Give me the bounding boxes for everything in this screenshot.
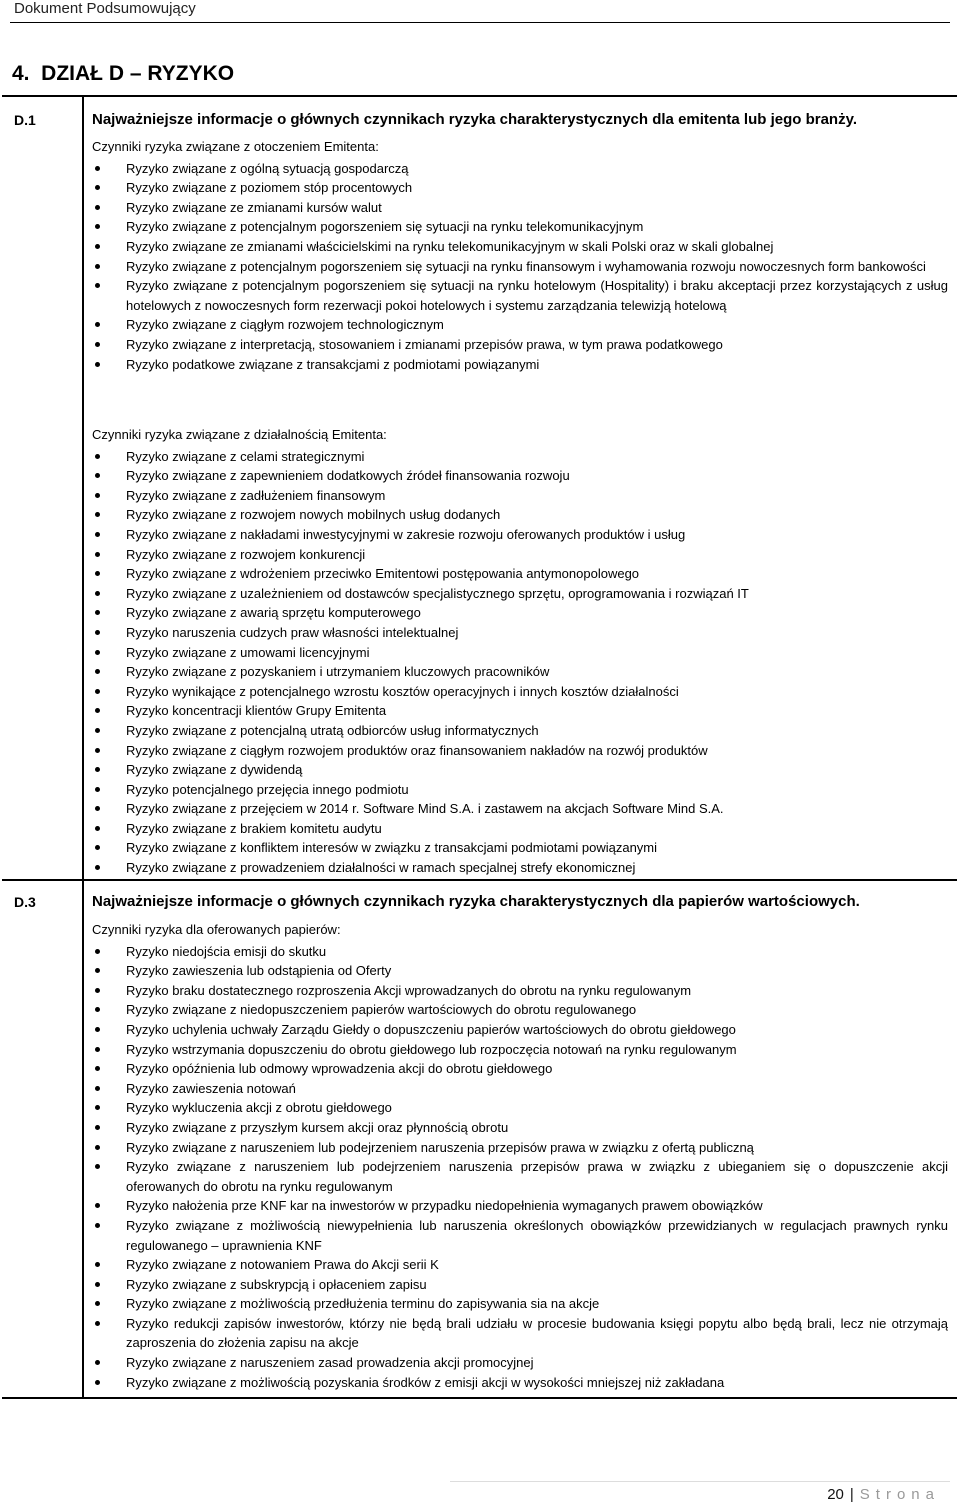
bullet-icon: [95, 865, 100, 870]
risk-item: [92, 819, 948, 839]
risk-group-securities: [92, 920, 948, 1392]
risk-item-text: Ryzyko niedojścia emisji do skutku: [126, 943, 327, 959]
risk-list: [92, 159, 948, 375]
risk-item: [92, 276, 948, 315]
risk-item: [92, 1275, 948, 1295]
risk-list: [92, 447, 948, 878]
risk-item-text: Ryzyko braku dostatecznego rozproszenia Akcji wprowadzanych do obrotu na rynku regulowanym: [126, 982, 692, 998]
risk-item: [92, 942, 948, 962]
bullet-icon: [95, 845, 100, 850]
bullet-icon: [95, 1047, 100, 1052]
risk-group-operations: [92, 425, 948, 878]
risk-item-text: Ryzyko związane z poziomem stóp procentowych: [126, 180, 413, 196]
risk-item: [92, 981, 948, 1001]
bullet-icon: [95, 1145, 100, 1150]
risk-item: [92, 198, 948, 218]
risk-item: [92, 603, 948, 623]
bullet-icon: [95, 224, 100, 229]
risk-item: [92, 682, 948, 702]
risk-item: [92, 447, 948, 467]
risk-item-text: Ryzyko potencjalnego przejęcia innego podmiotu: [126, 781, 409, 797]
chapter-title: 4. DZIAŁ D – RYZYKO: [12, 62, 235, 85]
risk-item-text: Ryzyko związane z możliwością przedłużenia terminu do zapisywania sia na akcje: [126, 1296, 600, 1312]
section-bottom-rule: [2, 1397, 957, 1399]
risk-item: [92, 1353, 948, 1373]
risk-item: [92, 760, 948, 780]
risk-item: [92, 858, 948, 878]
bullet-icon: [95, 949, 100, 954]
risk-item-text: Ryzyko wynikające z potencjalnego wzrostu kosztów operacyjnych i innych kosztów działalności: [126, 683, 679, 699]
risk-list: [92, 942, 948, 1393]
risk-item-text: Ryzyko związane z naruszeniem lub podejrzeniem naruszenia przepisów prawa w związku z ubieganiem się o dopuszczenie akcji oferowanych do obrotu na rynku regulowanym: [126, 1159, 948, 1194]
risk-item: [92, 623, 948, 643]
risk-item-text: Ryzyko związane z potencjalną utratą odbiorców usług informatycznych: [126, 722, 539, 738]
risk-item-text: Ryzyko związane z przejęciem w 2014 r. Software Mind S.A. i zastawem na akcjach Software Mind S.A.: [126, 801, 724, 817]
risk-item: [92, 217, 948, 237]
risk-item: [92, 838, 948, 858]
risk-item: [92, 1294, 948, 1314]
risk-item: [92, 335, 948, 355]
risk-item-text: Ryzyko związane z konfliktem interesów w związku z transakcjami podmiotami powiązanymi: [126, 840, 658, 856]
risk-item: [92, 1098, 948, 1118]
section-d1-heading: Najważniejsze informacje o głównych czynnikach ryzyka charakterystycznych dla emitenta lub jego branży.: [92, 111, 857, 128]
bullet-icon: [95, 728, 100, 733]
bullet-icon: [95, 342, 100, 347]
risk-item-text: Ryzyko zawieszenia lub odstąpienia od Oferty: [126, 963, 392, 979]
risk-item: [92, 525, 948, 545]
risk-item-text: Ryzyko uchylenia uchwały Zarządu Giełdy o dopuszczeniu papierów wartościowych do obrotu giełdowego: [126, 1021, 736, 1037]
risk-group-title: Czynniki ryzyka związane z otoczeniem Emitenta:: [92, 139, 379, 154]
risk-item-text: Ryzyko związane z celami strategicznymi: [126, 448, 365, 464]
risk-item: [92, 564, 948, 584]
risk-item: [92, 1314, 948, 1353]
bullet-icon: [95, 283, 100, 288]
bullet-icon: [95, 787, 100, 792]
bullet-icon: [95, 650, 100, 655]
bullet-icon: [95, 244, 100, 249]
risk-item-text: Ryzyko związane z rozwojem konkurencji: [126, 546, 366, 562]
bullet-icon: [95, 185, 100, 190]
bullet-icon: [95, 630, 100, 635]
bullet-icon: [95, 571, 100, 576]
section-divider: [2, 879, 957, 881]
risk-item-text: Ryzyko związane z nakładami inwestycyjnymi w zakresie rozwoju oferowanych produktów i usług: [126, 526, 686, 542]
risk-item: [92, 486, 948, 506]
bullet-icon: [95, 1321, 100, 1326]
risk-item: [92, 1216, 948, 1255]
bullet-icon: [95, 493, 100, 498]
risk-item-text: Ryzyko koncentracji klientów Grupy Emitenta: [126, 703, 387, 719]
risk-item-text: Ryzyko związane z możliwością niewypełnienia lub naruszenia określonych obowiązków przewidzianych w regulacjach prawnych rynku regulowanego – uprawnienia KNF: [126, 1217, 948, 1253]
risk-item: [92, 1079, 948, 1099]
risk-item-text: Ryzyko zawieszenia notowań: [126, 1080, 296, 1096]
bullet-icon: [95, 362, 100, 367]
risk-item: [92, 1020, 948, 1040]
risk-item-text: Ryzyko związane z prowadzeniem działalności w ramach specjalnej strefy ekonomicznej: [126, 860, 636, 876]
bullet-icon: [95, 806, 100, 811]
footer-rule: [450, 1481, 950, 1482]
bullet-icon: [95, 1282, 100, 1287]
risk-item: [92, 159, 948, 179]
bullet-icon: [95, 205, 100, 210]
risk-group-title: Czynniki ryzyka dla oferowanych papierów:: [92, 922, 341, 937]
risk-item-text: Ryzyko związane z interpretacją, stosowaniem i zmianami przepisów prawa, w tym prawa podatkowego: [126, 336, 723, 352]
risk-item: [92, 1157, 948, 1196]
bullet-icon: [95, 1360, 100, 1365]
risk-item-text: Ryzyko związane z potencjalnym pogorszeniem się sytuacji na rynku hotelowym (Hospitality) i braku akceptacji przez korzystających z usług hotelowych z nowoczesnych form rezerwacji pokoi hotelowych i systemu zarządzania telewizją hotelową: [126, 278, 948, 313]
section-d3-label: D.3: [14, 894, 36, 910]
risk-item-text: Ryzyko związane z przyszłym kursem akcji oraz płynnością obrotu: [126, 1119, 509, 1135]
risk-item-text: Ryzyko związane ze zmianami właścicielskimi na rynku telekomunikacyjnym w skali Polski oraz w skali globalnej: [126, 238, 774, 254]
page-footer: [827, 1486, 940, 1503]
bullet-icon: [95, 708, 100, 713]
risk-item: [92, 466, 948, 486]
bullet-icon: [95, 1066, 100, 1071]
bullet-icon: [95, 1380, 100, 1385]
risk-item: [92, 1000, 948, 1020]
bullet-icon: [95, 689, 100, 694]
bullet-icon: [95, 512, 100, 517]
bullet-icon: [95, 166, 100, 171]
bullet-icon: [95, 988, 100, 993]
risk-item-text: Ryzyko związane z wdrożeniem przeciwko Emitentowi postępowania antymonopolowego: [126, 566, 640, 582]
risk-item: [92, 643, 948, 663]
risk-item-text: Ryzyko naruszenia cudzych praw własności intelektualnej: [126, 624, 459, 640]
risk-item: [92, 1138, 948, 1158]
risk-item-text: Ryzyko związane z rozwojem nowych mobilnych usług dodanych: [126, 507, 501, 523]
risk-item: [92, 545, 948, 565]
section-d1-label: D.1: [14, 112, 36, 128]
bullet-icon: [95, 826, 100, 831]
risk-item-text: Ryzyko związane z notowaniem Prawa do Akcji serii K: [126, 1257, 439, 1273]
risk-item: [92, 315, 948, 335]
bullet-icon: [95, 264, 100, 269]
running-header: Dokument Podsumowujący: [14, 0, 196, 17]
footer-separator: |: [849, 1486, 854, 1503]
chapter-rule: [2, 95, 957, 97]
risk-item-text: Ryzyko redukcji zapisów inwestorów, którzy nie będą brali udziału w procesie budowania księgi popytu albo będą brali, lecz nie otrzymają zaproszenia do złożenia zapisu na akcje: [126, 1315, 948, 1351]
risk-item-text: Ryzyko związane z pozyskaniem i utrzymaniem kluczowych pracowników: [126, 664, 550, 680]
bullet-icon: [95, 1203, 100, 1208]
risk-item-text: Ryzyko związane z ciągłym rozwojem produktów oraz finansowaniem nakładów na rozwój produktów: [126, 742, 708, 758]
risk-item: [92, 178, 948, 198]
bullet-icon: [95, 532, 100, 537]
risk-item: [92, 257, 948, 277]
bullet-icon: [95, 968, 100, 973]
risk-item-text: Ryzyko związane z dywidendą: [126, 762, 303, 778]
bullet-icon: [95, 1086, 100, 1091]
risk-item: [92, 1059, 948, 1079]
risk-item-text: Ryzyko związane z zadłużeniem finansowym: [126, 487, 386, 503]
risk-item: [92, 237, 948, 257]
bullet-icon: [95, 473, 100, 478]
bullet-icon: [95, 1223, 100, 1228]
risk-item: [92, 1040, 948, 1060]
risk-item-text: Ryzyko podatkowe związane z transakcjami z podmiotami powiązanymi: [126, 356, 540, 372]
bullet-icon: [95, 748, 100, 753]
risk-item: [92, 721, 948, 741]
header-rule: [10, 22, 950, 23]
bullet-icon: [95, 1262, 100, 1267]
risk-item-text: Ryzyko opóźnienia lub odmowy wprowadzenia akcji do obrotu giełdowego: [126, 1061, 553, 1077]
risk-item-text: Ryzyko związane z możliwością pozyskania środków z emisji akcji w wysokości mniejszej niż zakładana: [126, 1374, 725, 1390]
bullet-icon: [95, 1105, 100, 1110]
risk-item: [92, 355, 948, 375]
risk-item-text: Ryzyko nałożenia prze KNF kar na inwestorów w przypadku niedopełnienia wymaganych prawem obowiązków: [126, 1198, 763, 1214]
risk-group-environment: [92, 137, 948, 374]
page-word: Strona: [859, 1486, 940, 1503]
bullet-icon: [95, 1007, 100, 1012]
bullet-icon: [95, 1301, 100, 1306]
bullet-icon: [95, 610, 100, 615]
section-d3-vertical-rule: [82, 881, 84, 1397]
risk-item: [92, 701, 948, 721]
bullet-icon: [95, 454, 100, 459]
risk-item-text: Ryzyko związane z potencjalnym pogorszeniem się sytuacji na rynku finansowym i wyhamowania rozwoju nowoczesnych form bankowości: [126, 258, 926, 274]
risk-item-text: Ryzyko związane z brakiem komitetu audytu: [126, 820, 382, 836]
risk-item-text: Ryzyko związane z naruszeniem lub podejrzeniem naruszenia przepisów prawa w związku z ofertą publiczną: [126, 1139, 754, 1155]
risk-item: [92, 1118, 948, 1138]
risk-item-text: Ryzyko związane z potencjalnym pogorszeniem się sytuacji na rynku telekomunikacyjnym: [126, 219, 644, 235]
bullet-icon: [95, 552, 100, 557]
risk-item: [92, 741, 948, 761]
bullet-icon: [95, 322, 100, 327]
section-d3-heading: Najważniejsze informacje o głównych czynnikach ryzyka charakterystycznych dla papierów wartościowych.: [92, 893, 860, 910]
section-d1-vertical-rule: [82, 97, 84, 879]
risk-item: [92, 1373, 948, 1393]
risk-item-text: Ryzyko związane z naruszeniem zasad prowadzenia akcji promocyjnej: [126, 1355, 534, 1371]
risk-item-text: Ryzyko związane z awarią sprzętu komputerowego: [126, 605, 421, 621]
risk-item: [92, 961, 948, 981]
risk-item: [92, 1196, 948, 1216]
risk-item: [92, 1255, 948, 1275]
risk-item-text: Ryzyko związane z zapewnieniem dodatkowych źródeł finansowania rozwoju: [126, 468, 570, 484]
bullet-icon: [95, 1164, 100, 1169]
risk-item-text: Ryzyko związane z umowami licencyjnymi: [126, 644, 370, 660]
risk-group-title: Czynniki ryzyka związane z działalnością Emitenta:: [92, 427, 387, 442]
risk-item: [92, 780, 948, 800]
bullet-icon: [95, 1027, 100, 1032]
bullet-icon: [95, 1125, 100, 1130]
risk-item-text: Ryzyko związane z uzależnieniem od dostawców specjalistycznego sprzętu, oprogramowania i rozwiązań IT: [126, 585, 749, 601]
risk-item-text: Ryzyko związane ze zmianami kursów walut: [126, 199, 382, 215]
risk-item-text: Ryzyko wykluczenia akcji z obrotu giełdowego: [126, 1100, 392, 1116]
risk-item: [92, 584, 948, 604]
risk-item-text: Ryzyko związane z ciągłym rozwojem technologicznym: [126, 317, 444, 333]
risk-item-text: Ryzyko wstrzymania dopuszczeniu do obrotu giełdowego lub rozpoczęcia notowań na rynku regulowanym: [126, 1041, 737, 1057]
risk-item: [92, 662, 948, 682]
risk-item-text: Ryzyko związane z ogólną sytuacją gospodarczą: [126, 160, 409, 176]
risk-item: [92, 505, 948, 525]
risk-item: [92, 799, 948, 819]
bullet-icon: [95, 669, 100, 674]
page-number: 20: [827, 1486, 844, 1503]
bullet-icon: [95, 767, 100, 772]
bullet-icon: [95, 591, 100, 596]
risk-item-text: Ryzyko związane z niedopuszczeniem papierów wartościowych do obrotu regulowanego: [126, 1002, 637, 1018]
risk-item-text: Ryzyko związane z subskrypcją i opłaceniem zapisu: [126, 1276, 427, 1292]
